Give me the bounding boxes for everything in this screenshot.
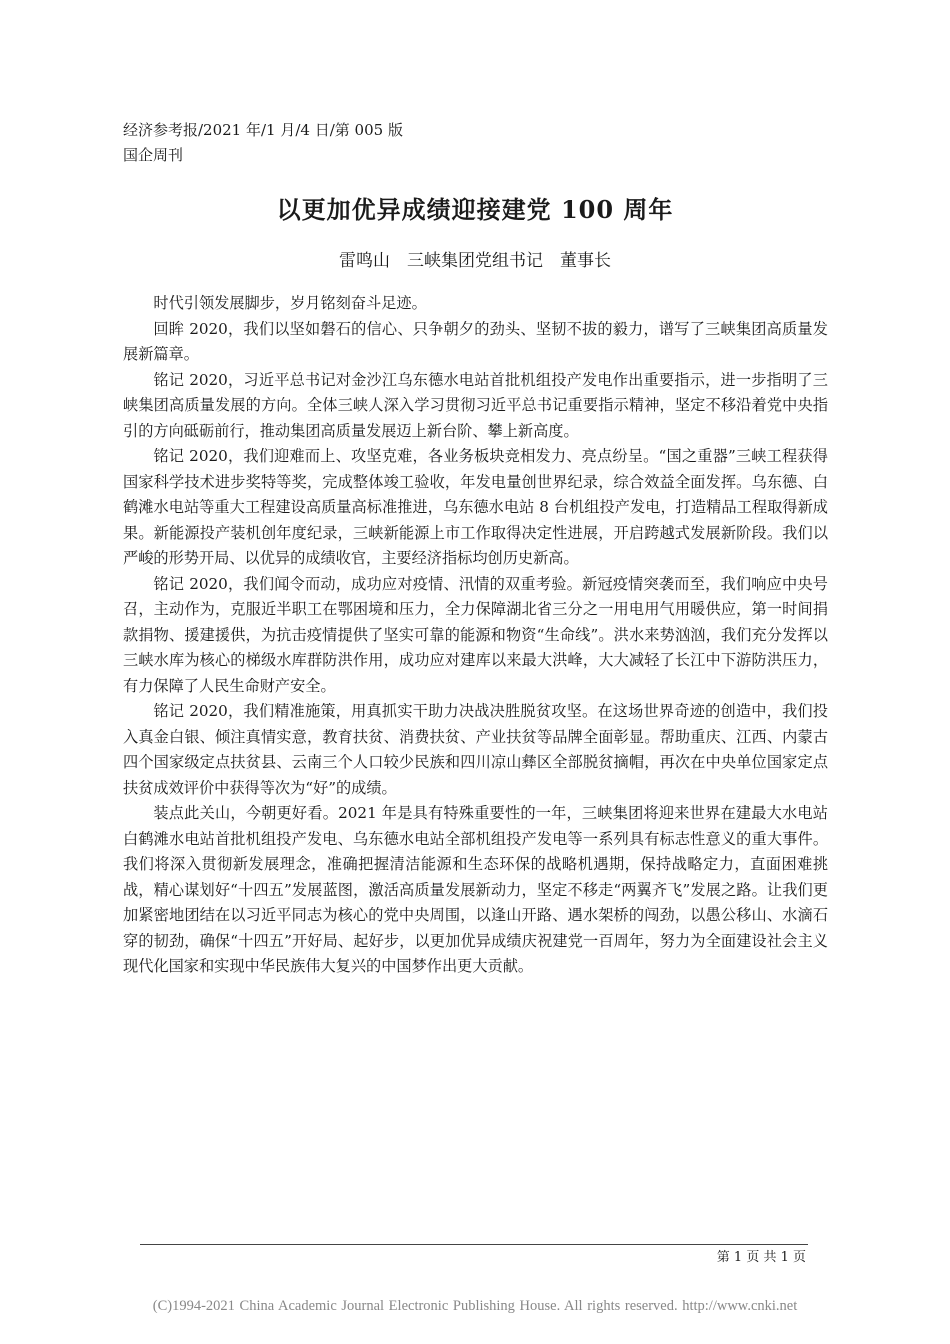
column-name: 国企周刊 xyxy=(123,146,184,164)
paragraph: 回眸 2020，我们以坚如磐石的信心、只争朝夕的劲头、坚韧不拔的毅力，谱写了三峡集团高质量发展新篇章。 xyxy=(123,319,828,363)
paragraph: 铭记 2020，习近平总书记对金沙江乌东德水电站首批机组投产发电作出重要指示，进一步指明了三峡集团高质量发展的方向。全体三峡人深入学习贯彻习近平总书记重要指示精神，坚定不移沿着党中央指引的方向砥砺前行，推动集团高质量发展迈上新台阶、攀上新高度。 xyxy=(123,370,828,440)
article-title: 以更加优异成绩迎接建党 100 周年 xyxy=(276,195,674,224)
paragraph: 铭记 2020，我们迎难而上、攻坚克难，各业务板块竞相发力、亮点纷呈。“国之重器”三峡工程获得国家科学技术进步奖特等奖，完成整体竣工验收，年发电量创世界纪录，综合效益全面发挥。乌东德、白鹤滩水电站等重大工程建设高质量高标准推进，乌东德水电站 8 台机组投产发电，打造精品工程取得新成果。新能源投产装机创年度纪录，三峡新能源上市工作取得决定性进展，开启跨越式发展新阶段。我们以严峻的形势开局、以优异的成绩收官，主要经济指标均创历史新高。 xyxy=(123,447,828,567)
page-number: 第 1 页 共 1 页 xyxy=(716,1250,806,1265)
paragraph: 时代引领发展脚步，岁月铭刻奋斗足迹。 xyxy=(153,294,427,312)
paragraph: 装点此关山，今朝更好看。2021 年是具有特殊重要性的一年，三峡集团将迎来世界在建最大水电站白鹤滩水电站首批机组投产发电、乌东德水电站全部机组投产发电等一系列具有标志性意义的重大事件。我们将深入贯彻新发展理念，准确把握清洁能源和生态环保的战略机遇期，保持战略定力，直面困难挑战，精心谋划好“十四五”发展蓝图，激活高质量发展新动力，坚定不移走“两翼齐飞”发展之路。让我们更加紧密地团结在以习近平同志为核心的党中央周围，以逢山开路、遇水架桥的闯劲，以愚公移山、水滴石穿的韧劲，确保“十四五”开好局、起好步，以更加优异成绩庆祝建党一百周年，努力为全面建设社会主义现代化国家和实现中华民族伟大复兴的中国梦作出更大贡献。 xyxy=(123,804,828,975)
paragraph: 铭记 2020，我们闻令而动，成功应对疫情、汛情的双重考验。新冠疫情突袭而至，我们响应中央号召，主动作为，克服近半职工在鄂困境和压力，全力保障湖北省三分之一用电用气用暖供应，第一时间捐款捐物、援建援供，为抗击疫情提供了坚实可靠的能源和物资“生命线”。洪水来势汹汹，我们充分发挥以三峡水库为核心的梯级水库群防洪作用，成功应对建库以来最大洪峰，大大减轻了长江中下游防洪压力，有力保障了人民生命财产安全。 xyxy=(123,574,828,695)
article-body xyxy=(123,291,828,980)
footer-divider xyxy=(140,1244,808,1245)
copyright-notice: (C)1994-2021 China Academic Journal Electronic Publishing House. All rights reserved. http://www.cnki.net xyxy=(152,1298,798,1314)
source-line: 经济参考报/2021 年/1 月/4 日/第 005 版 xyxy=(123,121,403,139)
paragraph: 铭记 2020，我们精准施策，用真抓实干助力决战决胜脱贫攻坚。在这场世界奇迹的创造中，我们投入真金白银、倾注真情实意，教育扶贫、消费扶贫、产业扶贫等品牌全面彰显。帮助重庆、江西、内蒙古四个国家级定点扶贫县、云南三个人口较少民族和四川凉山彝区全部脱贫摘帽，再次在中央单位国家定点扶贫成效评价中获得等次为“好”的成绩。 xyxy=(123,702,828,797)
source-info xyxy=(123,118,403,168)
article-byline: 雷鸣山 三峡集团党组书记 董事长 xyxy=(339,251,611,271)
